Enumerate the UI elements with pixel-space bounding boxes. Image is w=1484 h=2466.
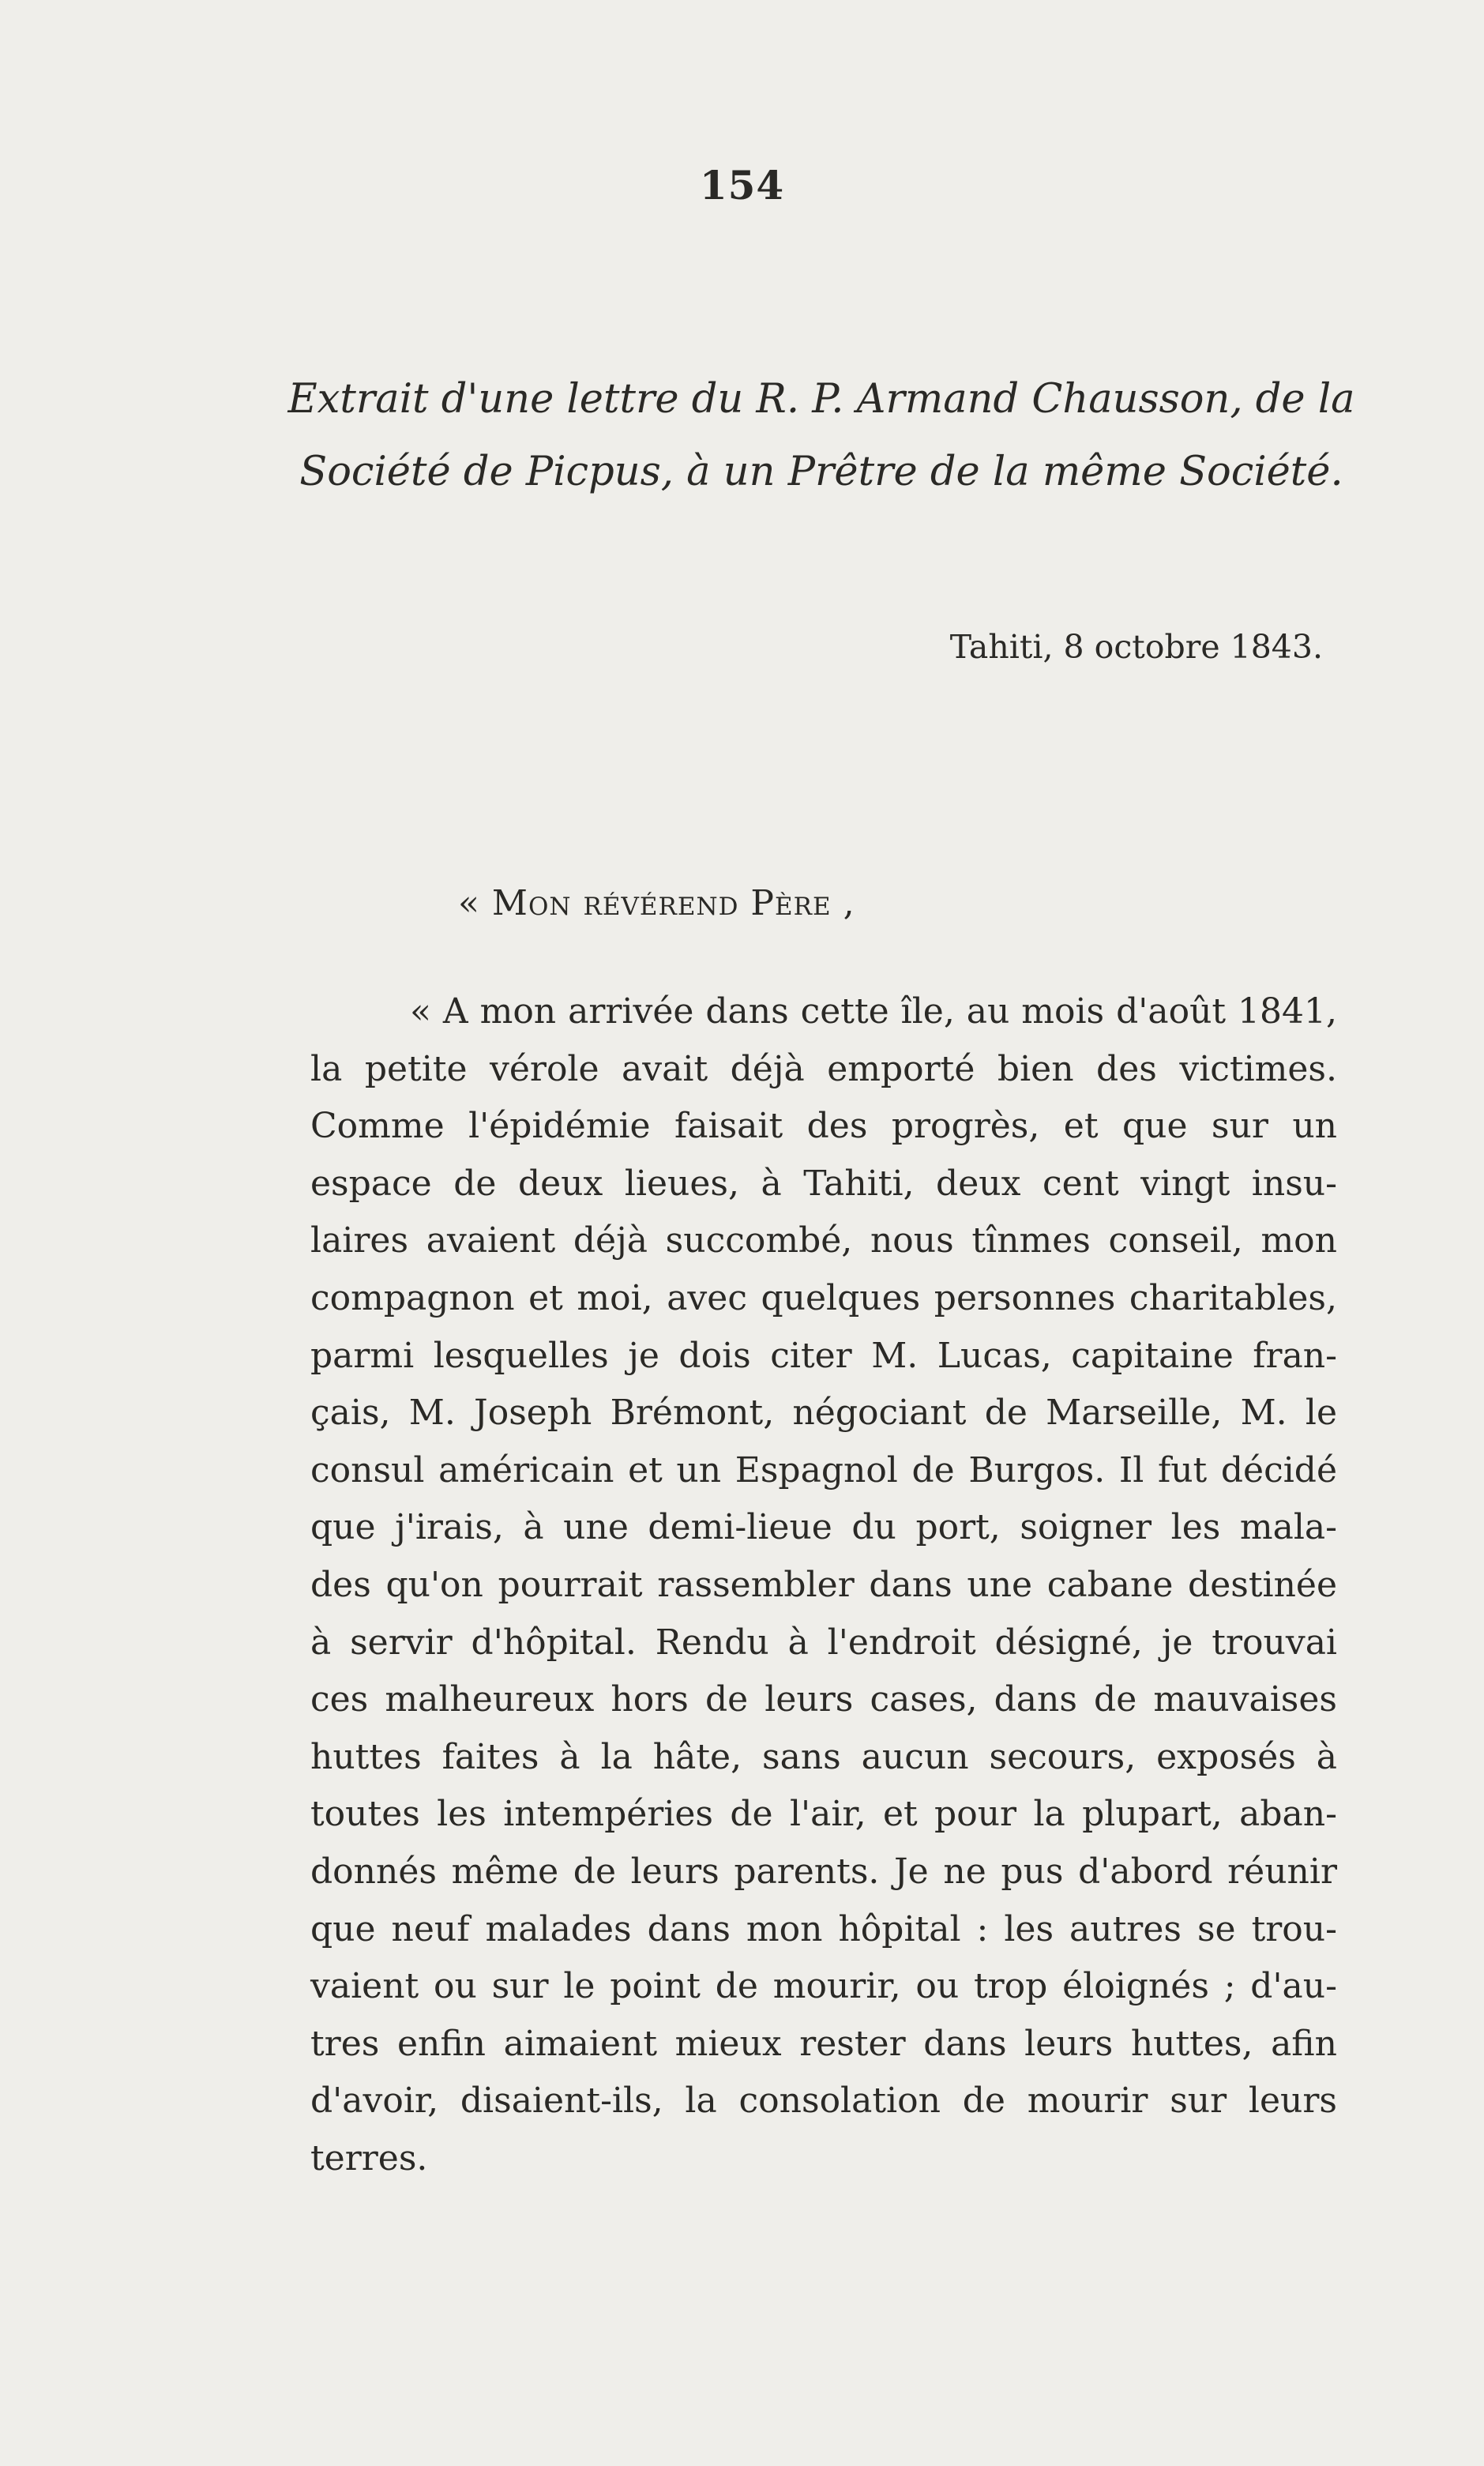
body-line: çais, M. Joseph Brémont, négociant de Marseille, M. le [310, 1393, 1337, 1434]
body-line: toutes les intempéries de l'air, et pour la plupart, aban- [310, 1794, 1337, 1835]
salutation-p: P [750, 883, 776, 923]
body-line: laires avaient déjà succombé, nous tînmes conseil, mon [310, 1220, 1337, 1261]
body-line: donnés même de leurs parents. Je ne pus d'abord réunir [310, 1851, 1337, 1892]
heading-line-2: Société de Picpus, à un Prêtre de la même Société. [299, 449, 1343, 495]
heading-line-1: Extrait d'une lettre du R. P. Armand Chausson, de la [287, 376, 1355, 423]
body-line: espace de deux lieues, à Tahiti, deux cent vingt insu- [310, 1163, 1337, 1204]
body-line: Comme l'épidémie faisait des progrès, et que sur un [310, 1106, 1337, 1147]
body-line: tres enfin aimaient mieux rester dans leurs huttes, afin [310, 2023, 1337, 2064]
letter-heading [245, 363, 1398, 509]
body-line: la petite vérole avait déjà emporté bien des victimes. [310, 1048, 1337, 1089]
body-line: « A mon arrivée dans cette île, au mois d'août 1841, [410, 991, 1337, 1032]
body-line: ces malheureux hors de leurs cases, dans de mauvaises [310, 1679, 1337, 1720]
body-line: huttes faites à la hâte, sans aucun secours, exposés à [310, 1736, 1337, 1777]
salutation-prefix: « M [458, 883, 528, 923]
body-line: d'avoir, disaient-ils, la consolation de mourir sur leurs [310, 2081, 1337, 2122]
salutation-smallcaps: on révérend [528, 883, 751, 923]
salutation-suffix: , [831, 883, 855, 923]
body-line: terres. [310, 2137, 428, 2178]
body-line: compagnon et moi, avec quelques personnes charitables, [310, 1277, 1337, 1318]
salutation [458, 883, 855, 923]
body-line: consul américain et un Espagnol de Burgos. Il fut décidé [310, 1449, 1337, 1491]
body-line: parmi lesquelles je dois citer M. Lucas, capitaine fran- [310, 1335, 1337, 1376]
salutation-smallcaps-2: ère [775, 883, 832, 923]
body-line: que j'irais, à une demi-lieue du port, soigner les mala- [310, 1507, 1337, 1548]
dateline: Tahiti, 8 octobre 1843. [949, 628, 1323, 666]
body-line: à servir d'hôpital. Rendu à l'endroit désigné, je trouvai [310, 1622, 1337, 1663]
body-line: que neuf malades dans mon hôpital : les autres se trou- [310, 1908, 1337, 1949]
body-line: des qu'on pourrait rassembler dans une cabane destinée [310, 1564, 1337, 1605]
page-number: 154 [699, 162, 785, 209]
letter-body [310, 983, 1337, 2187]
body-line: vaient ou sur le point de mourir, ou trop éloignés ; d'au- [310, 1966, 1337, 2007]
